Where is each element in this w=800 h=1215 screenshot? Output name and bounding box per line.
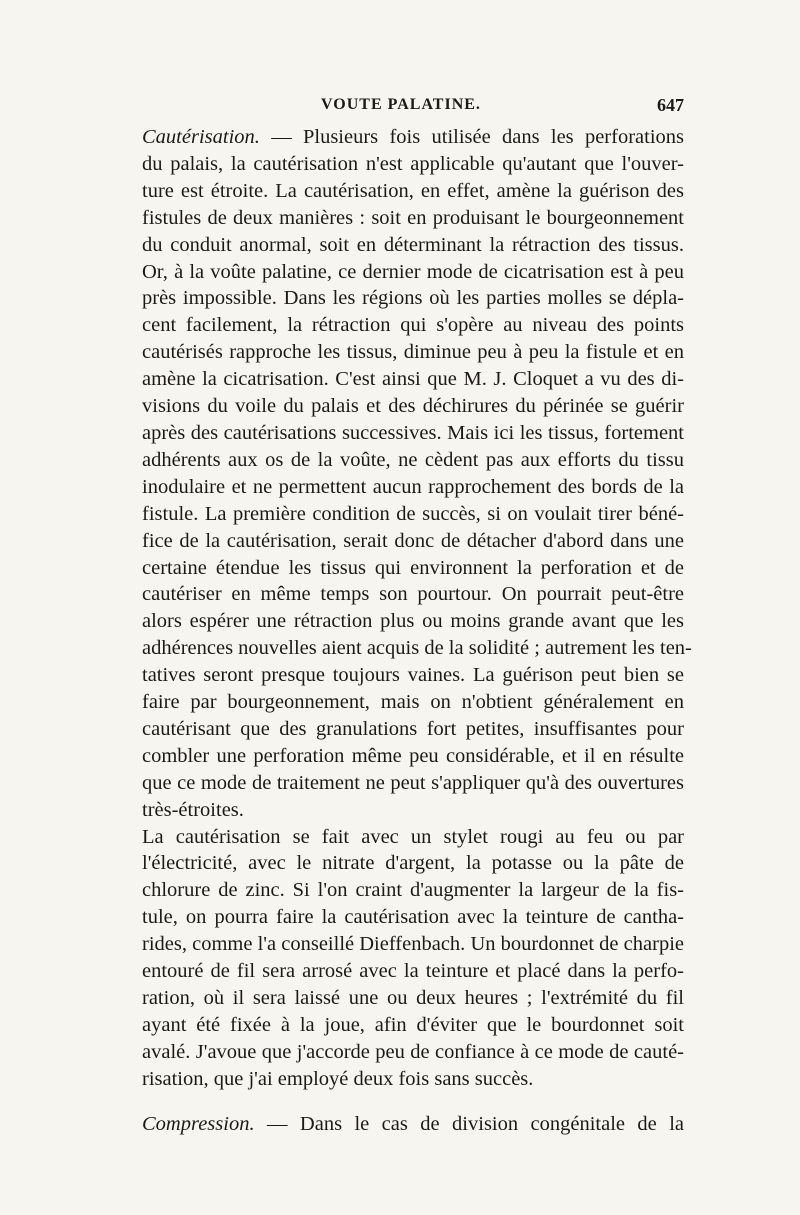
text-line: cent facilement, la rétraction qui s'opère au niveau des points [142,314,684,337]
text-line: adhérences nouvelles aient acquis de la solidité ; autrement les ten- [142,637,692,660]
text-line: ture est étroite. La cautérisation, en effet, amène la guérison des [142,179,684,202]
page-header [118,92,684,118]
running-head: VOUTE PALATINE. [321,96,481,113]
text-line: ayant été fixée à la joue, afin d'éviter que le bourdonnet soit [142,1013,684,1036]
page-number: 647 [657,95,684,115]
text-line: fice de la cautérisation, serait donc de détacher d'abord dans une [142,529,684,552]
text-line [118,124,684,151]
text-line: avalé. J'avoue que j'accorde peu de confiance à ce mode de cauté- [142,1040,684,1063]
text-line: tatives seront presque toujours vaines. La guérison peut bien se [142,664,684,687]
text-line: cautérisant que des granulations fort petites, insuffisantes pour [142,717,684,740]
text-line: La cautérisation se fait avec un stylet rougi au feu ou par [142,825,684,848]
body-text [118,124,692,1138]
text-line: très-étroites. [142,798,244,821]
paragraph-cauterisation [118,124,692,824]
paragraph-cauterisation-methods [118,824,684,1093]
text-line: chlorure de zinc. Si l'on craint d'augmenter la largeur de la fis- [142,879,684,902]
text-line: visions du voile du palais et des déchirures du périnée se guérir [142,395,684,418]
text-line: l'électricité, avec le nitrate d'argent, la potasse ou la pâte de [142,852,684,875]
text-line: entouré de fil sera arrosé avec la teinture et placé dans la perfo- [142,960,684,983]
text-line: fistules de deux manières : soit en produisant le bourgeonnement [142,206,684,229]
text-line: du conduit anormal, soit en déterminant la rétraction des tissus. [142,233,684,256]
text-line: combler une perforation même peu considérable, et il en résulte [142,744,684,767]
section-lead-compression: Compression. [142,1112,255,1135]
text-line: cautérisés rapproche les tissus, diminue peu à peu la fistule et en [142,341,684,364]
text-line: près impossible. Dans les régions où les parties molles se dépla- [142,287,684,310]
text-line: inodulaire et ne permettent aucun rapprochement des bords de la [142,475,684,498]
text-line [118,1111,684,1138]
text-line: Or, à la voûte palatine, ce dernier mode de cicatrisation est à peu [142,260,684,283]
text-line: alors espérer une rétraction plus ou moins grande avant que les [142,610,684,633]
section-lead-cauterisation: Cautérisation. [142,126,260,148]
text-run: — Plusieurs fois utilisée dans les perforations [259,126,684,148]
text-line: risation, que j'ai employé deux fois sans succès. [142,1067,534,1090]
text-line: amène la cicatrisation. C'est ainsi que M. J. Cloquet a vu des di- [142,368,684,391]
text-line: du palais, la cautérisation n'est applicable qu'autant que l'ouver- [142,152,684,175]
text-line: faire par bourgeonnement, mais on n'obtient généralement en [142,691,684,714]
text-line: fistule. La première condition de succès, si on voulait tirer béné- [142,502,684,525]
text-line: ration, où il sera laissé une ou deux heures ; l'extrémité du fil [142,987,684,1009]
text-line: certaine étendue les tissus qui environnent la perforation et de [142,556,684,579]
text-line: après des cautérisations successives. Mais ici les tissus, fortement [142,421,684,444]
text-line: tule, on pourra faire la cautérisation avec la teinture de cantha- [142,906,684,929]
text-run: — Dans le cas de division congénitale de la [254,1112,684,1135]
paragraph-compression [118,1111,684,1138]
text-line: rides, comme l'a conseillé Dieffenbach. Un bourdonnet de charpie [142,933,684,956]
text-line: adhérents aux os de la voûte, ne cèdent pas aux efforts du tissu [142,448,684,471]
text-line: cautériser en même temps son pourtour. On pourrait peut-être [142,583,684,606]
text-line: que ce mode de traitement ne peut s'appliquer qu'à des ouvertures [142,771,684,794]
